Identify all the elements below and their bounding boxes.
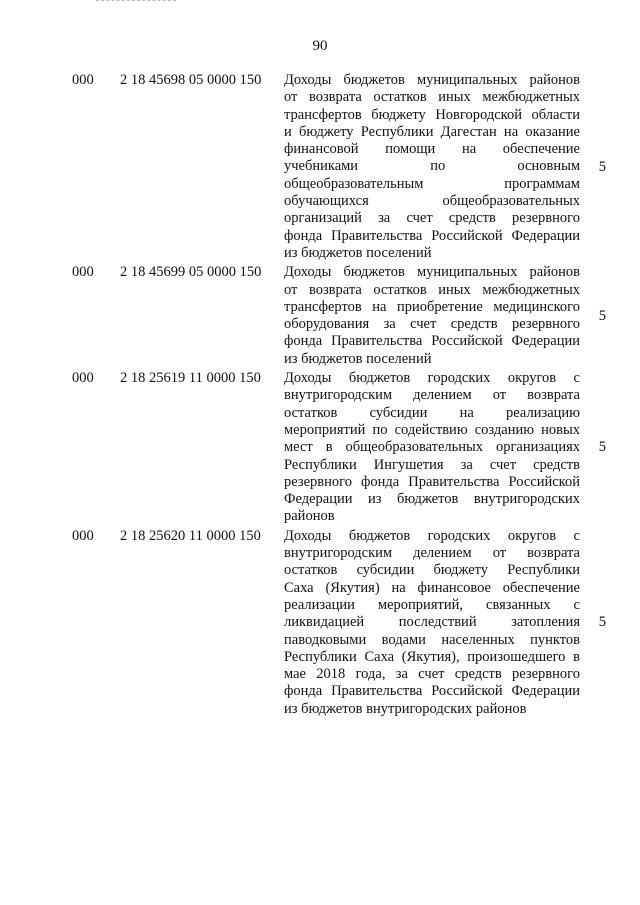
description-line: из бюджетов внутригородских районов xyxy=(284,700,527,717)
amount-value: 5 xyxy=(598,439,606,456)
scan-edge-mark xyxy=(96,0,176,5)
administrator-code: 000 xyxy=(72,264,94,281)
amount-value: 5 xyxy=(598,307,606,324)
revenue-description xyxy=(284,528,580,718)
description-line: учебниками по основным xyxy=(284,158,580,175)
description-line: от возврата остатков иных межбюджетных xyxy=(284,281,580,298)
description-line: мест в общеобразовательных организациях xyxy=(284,439,580,456)
description-line: паводковыми водами населенных пунктов xyxy=(284,631,580,648)
description-line: Федерации из бюджетов внутригородских xyxy=(284,491,580,508)
table-row xyxy=(72,72,620,262)
budget-classification-code: 2 18 25620 11 0000 150 xyxy=(120,527,261,544)
description-line: Республики Ингушетия за счет средств xyxy=(284,456,580,473)
description-line: Доходы бюджетов городских округов с xyxy=(284,527,580,544)
amount-value: 5 xyxy=(598,158,606,175)
description-line: от возврата остатков иных межбюджетных xyxy=(284,89,580,106)
revenue-description xyxy=(284,72,580,262)
administrator-code: 000 xyxy=(72,527,94,544)
description-line: остатков субсидии на реализацию xyxy=(284,404,580,421)
description-line: мероприятий по содействию созданию новых xyxy=(284,421,580,438)
description-line: обучающихся общеобразовательных xyxy=(284,193,580,210)
description-line: трансфертов бюджету Новгородской области xyxy=(284,106,580,123)
description-line: общеобразовательным программам xyxy=(284,175,580,192)
table-row xyxy=(72,528,620,718)
description-line: организаций за счет средств резервного xyxy=(284,210,580,227)
description-line: внутригородским делением от возврата xyxy=(284,545,580,562)
description-line: фонда Правительства Российской Федерации xyxy=(284,333,580,350)
budget-classification-code: 2 18 25619 11 0000 150 xyxy=(120,370,261,387)
description-line: Доходы бюджетов городских округов с xyxy=(284,370,580,387)
budget-code-table xyxy=(72,72,620,718)
description-line: Доходы бюджетов муниципальных районов xyxy=(284,72,580,88)
revenue-description xyxy=(284,370,580,526)
revenue-description xyxy=(284,264,580,368)
description-line: фонда Правительства Российской Федерации xyxy=(284,227,580,244)
description-line: внутригородским делением от возврата xyxy=(284,387,580,404)
description-line: остатков субсидии бюджету Республики xyxy=(284,562,580,579)
description-line: мае 2018 года, за счет средств резервного xyxy=(284,666,580,683)
description-line: трансфертов на приобретение медицинского xyxy=(284,298,580,315)
description-line: из бюджетов поселений xyxy=(284,244,432,261)
page-number: 90 xyxy=(312,38,328,54)
description-line: Саха (Якутия) на финансовое обеспечение xyxy=(284,579,580,596)
description-line: из бюджетов поселений xyxy=(284,350,432,367)
budget-classification-code: 2 18 45699 05 0000 150 xyxy=(120,264,262,281)
administrator-code: 000 xyxy=(72,370,94,387)
description-line: районов xyxy=(284,508,335,525)
description-line: фонда Правительства Российской Федерации xyxy=(284,683,580,700)
description-line: ликвидацией последствий затопления xyxy=(284,614,580,631)
administrator-code: 000 xyxy=(72,72,94,88)
description-line: и бюджету Республики Дагестан на оказание xyxy=(284,123,580,140)
table-row xyxy=(72,264,620,368)
description-line: финансовой помощи на обеспечение xyxy=(284,141,580,158)
budget-classification-code: 2 18 45698 05 0000 150 xyxy=(120,72,262,88)
description-line: Доходы бюджетов муниципальных районов xyxy=(284,264,580,281)
table-row xyxy=(72,370,620,526)
description-line: реализации мероприятий, связанных с xyxy=(284,596,580,613)
description-line: резервного фонда Правительства Российской xyxy=(284,473,580,490)
description-line: Республики Саха (Якутия), произошедшего в xyxy=(284,648,580,665)
description-line: оборудования за счет средств резервного xyxy=(284,316,580,333)
amount-value: 5 xyxy=(598,614,606,631)
